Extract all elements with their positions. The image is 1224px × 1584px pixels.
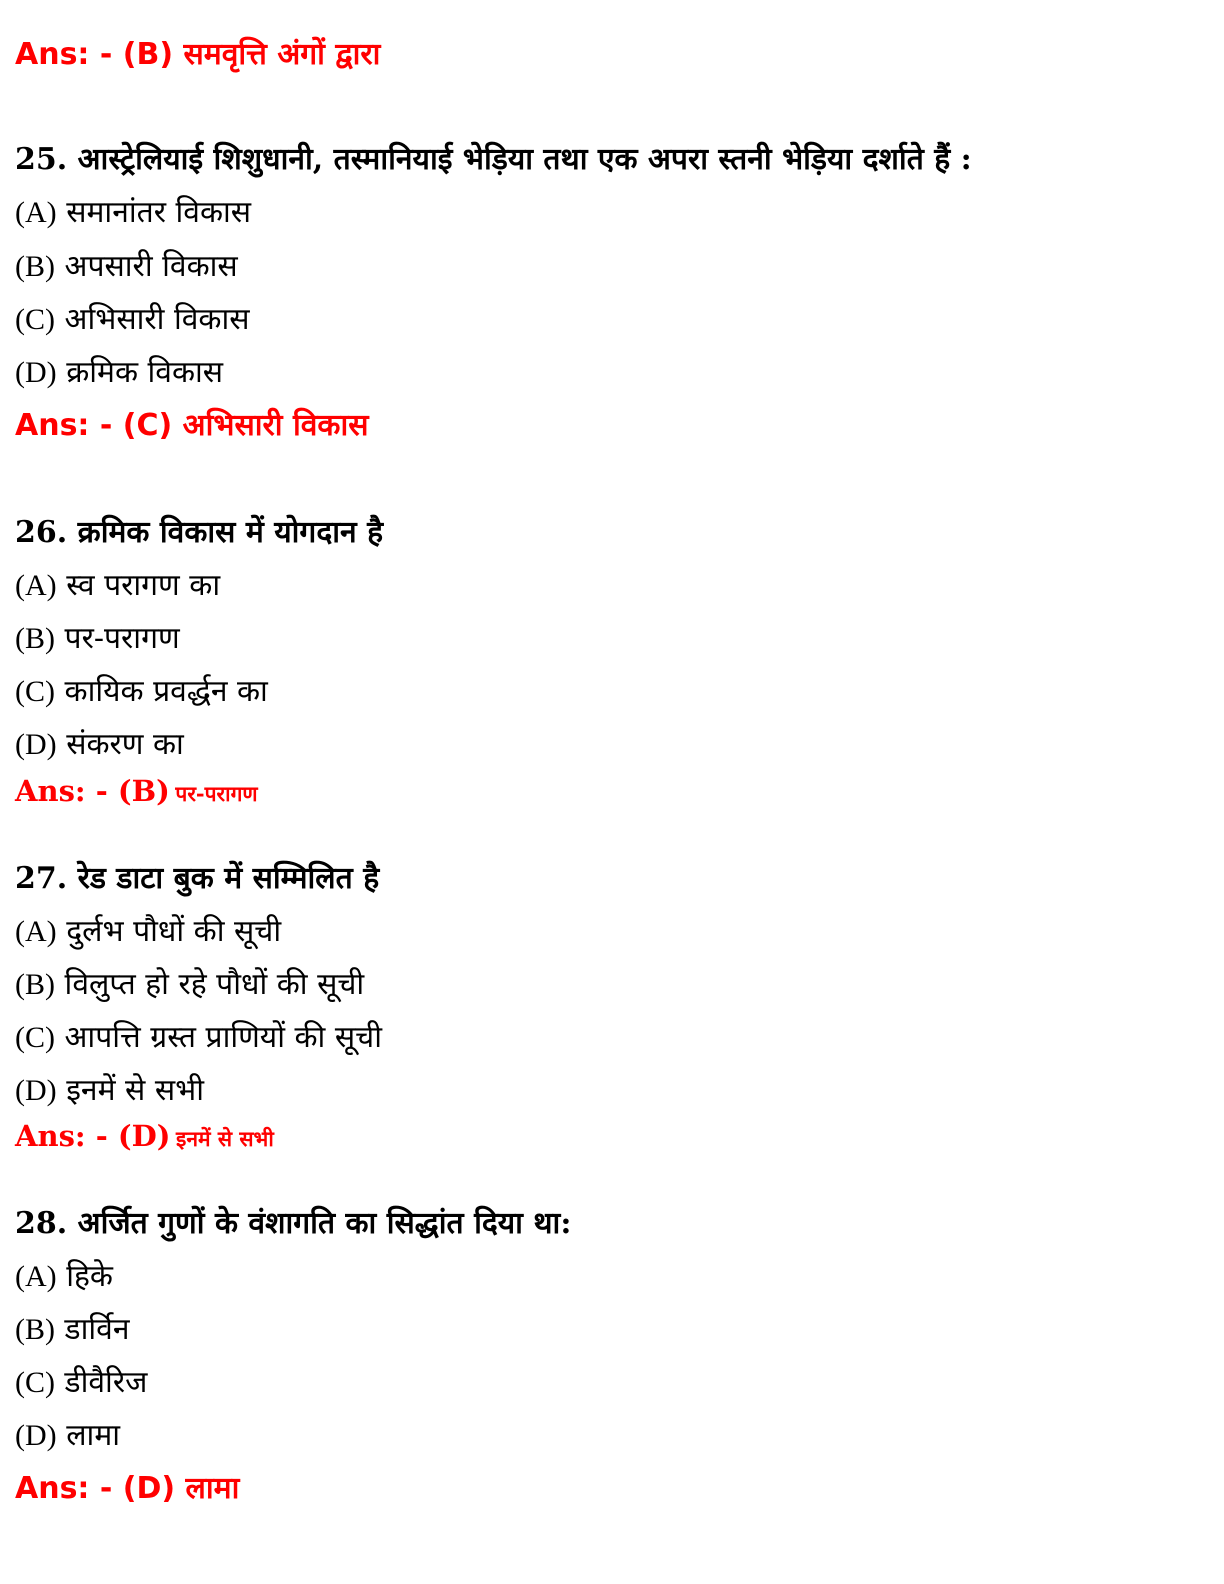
q25-option-c (15, 302, 250, 337)
question-number: 25. (15, 142, 68, 177)
option-tag: (A) (15, 1260, 57, 1293)
q28-option-d (15, 1418, 121, 1453)
option-text: आपत्ति ग्रस्त प्राणियों की सूची (64, 1020, 382, 1055)
option-tag: (A) (15, 569, 57, 602)
answer-27 (15, 1119, 274, 1153)
question-number: 26. (15, 515, 68, 550)
q25-option-b (15, 249, 238, 284)
q26-option-b (15, 621, 180, 656)
answer-lead: Ans: - (C) (15, 408, 173, 443)
option-text: क्रमिक विकास (66, 355, 224, 390)
q27-option-d (15, 1073, 205, 1108)
question-26 (15, 515, 384, 550)
q28-option-c (15, 1365, 148, 1400)
option-text: विलुप्त हो रहे पौधों की सूची (64, 967, 365, 1002)
q27-option-a (15, 914, 282, 949)
option-tag: (B) (15, 622, 55, 655)
q26-option-c (15, 674, 268, 709)
option-text: डार्विन (64, 1312, 130, 1347)
question-text: रेड डाटा बुक में सम्मिलित है (77, 861, 380, 896)
q25-option-d (15, 355, 224, 390)
option-tag: (C) (15, 675, 55, 708)
answer-lead: Ans: - (B) (15, 37, 174, 72)
option-tag: (C) (15, 303, 55, 336)
q27-option-c (15, 1020, 382, 1055)
option-text: इनमें से सभी (66, 1073, 205, 1108)
option-tag: (D) (15, 1419, 57, 1452)
q26-option-a (15, 568, 221, 603)
q26-option-d (15, 727, 184, 762)
q28-option-b (15, 1312, 130, 1347)
answer-lead: Ans: - (D) (15, 1471, 176, 1506)
option-tag: (B) (15, 1313, 55, 1346)
option-text: पर-परागण (64, 621, 180, 656)
option-tag: (B) (15, 250, 55, 283)
question-25 (15, 142, 972, 177)
answer-text: इनमें से सभी (176, 1126, 274, 1151)
option-tag: (A) (15, 196, 57, 229)
answer-text: पर-परागण (175, 781, 258, 806)
q25-option-a (15, 195, 252, 230)
option-text: संकरण का (66, 727, 184, 762)
answer-lead: Ans: - (D) (15, 1119, 171, 1153)
question-number: 28. (15, 1206, 68, 1241)
option-tag: (B) (15, 968, 55, 1001)
option-tag: (C) (15, 1021, 55, 1054)
answer-text: समवृत्ति अंगों द्वारा (183, 37, 381, 72)
question-27 (15, 861, 380, 896)
q28-option-a (15, 1259, 113, 1294)
q27-option-b (15, 967, 365, 1002)
question-number: 27. (15, 861, 68, 896)
option-text: समानांतर विकास (66, 195, 252, 230)
option-tag: (D) (15, 728, 57, 761)
answer-text: लामा (185, 1471, 240, 1506)
answer-25 (15, 408, 369, 443)
option-text: डीवैरिज (64, 1365, 148, 1400)
option-text: स्व परागण का (66, 568, 221, 603)
option-text: हिके (66, 1259, 113, 1294)
answer-26 (15, 774, 258, 808)
question-text: अर्जित गुणों के वंशागति का सिद्धांत दिया था: (77, 1206, 572, 1241)
answer-28 (15, 1471, 240, 1506)
question-28 (15, 1206, 572, 1241)
answer-24 (15, 37, 381, 72)
option-tag: (D) (15, 1074, 57, 1107)
option-text: अभिसारी विकास (64, 302, 250, 337)
question-text: आस्ट्रेलियाई शिशुधानी, तस्मानियाई भेड़िया तथा एक अपरा स्तनी भेड़िया दर्शाते हैं : (77, 142, 972, 177)
question-text: क्रमिक विकास में योगदान है (77, 515, 384, 550)
answer-lead: Ans: - (B) (15, 774, 170, 808)
option-tag: (A) (15, 915, 57, 948)
option-text: कायिक प्रवर्द्धन का (64, 674, 268, 709)
option-text: अपसारी विकास (64, 249, 238, 284)
option-tag: (C) (15, 1366, 55, 1399)
answer-text: अभिसारी विकास (182, 408, 369, 443)
option-text: लामा (66, 1418, 121, 1453)
option-text: दुर्लभ पौधों की सूची (66, 914, 282, 949)
option-tag: (D) (15, 356, 57, 389)
